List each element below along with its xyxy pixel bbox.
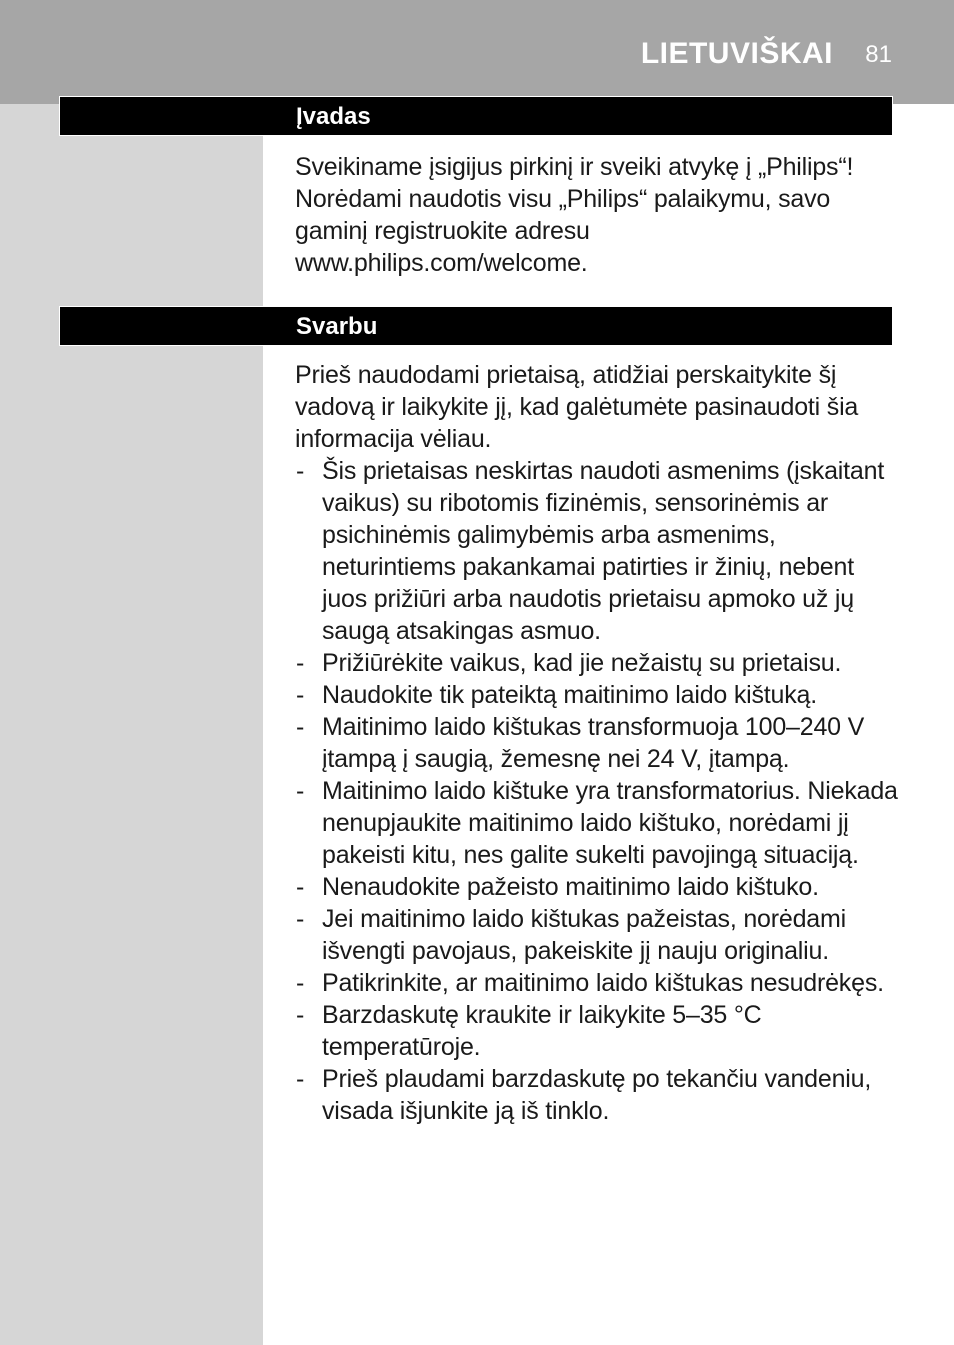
section-heading-bar-important — [59, 306, 893, 346]
side-margin-band — [0, 104, 263, 1345]
list-item: - Patikrinkite, ar maitinimo laido kištukas nesudrėkęs. — [295, 967, 905, 999]
safety-list — [295, 455, 905, 1127]
list-item: - Prieš plaudami barzdaskutę po tekančiu vandeniu, visada išjunkite ją iš tinklo. — [295, 1063, 905, 1127]
section-heading-bar-intro — [59, 96, 893, 136]
list-item: - Barzdaskutę kraukite ir laikykite 5–35 °C temperatūroje. — [295, 999, 905, 1063]
list-item: - Naudokite tik pateiktą maitinimo laido kištuką. — [295, 679, 905, 711]
list-item: - Jei maitinimo laido kištukas pažeistas, norėdami išvengti pavojaus, pakeiskite jį nauju originaliu. — [295, 903, 905, 967]
list-item: - Maitinimo laido kištukas transformuoja 100–240 V įtampą į saugią, žemesnę nei 24 V, įtampą. — [295, 711, 905, 775]
important-text-block — [295, 359, 905, 1127]
intro-paragraph: Sveikiname įsigijus pirkinį ir sveiki atvykę į „Philips“! Norėdami naudotis visu „Philips“ palaikymu, savo gaminį registruokite adresu www.philips.com/welcome. — [295, 153, 854, 277]
language-title: LIETUVIŠKAI — [640, 37, 833, 70]
important-paragraph: Prieš naudodami prietaisą, atidžiai perskaitykite šį vadovą ir laikykite jį, kad galėtumėte pasinaudoti šia informacija vėliau. — [295, 361, 859, 453]
section-title-important: Svarbu — [296, 313, 378, 340]
list-item: - Nenaudokite pažeisto maitinimo laido kištuko. — [295, 871, 905, 903]
section-title-intro: Įvadas — [296, 103, 371, 130]
page-number: 81 — [865, 41, 892, 68]
list-item: - Maitinimo laido kištuke yra transformatorius. Niekada nenupjaukite maitinimo laido kištuko, norėdami jį pakeisti kitu, nes galite sukelti pavojingą situaciją. — [295, 775, 905, 871]
intro-text-block — [295, 151, 870, 279]
list-item: - Šis prietaisas neskirtas naudoti asmenims (įskaitant vaikus) su ribotomis fizinėmis, sensorinėmis ar psichinėmis galimybėmis arba asmenims, neturintiems pakankamai patirties ir žinių, nebent juos prižiūri arba naudotis prietaisu apmoko už jų saugą atsakingas asmuo. — [295, 455, 905, 647]
list-item: - Prižiūrėkite vaikus, kad jie nežaistų su prietaisu. — [295, 647, 905, 679]
